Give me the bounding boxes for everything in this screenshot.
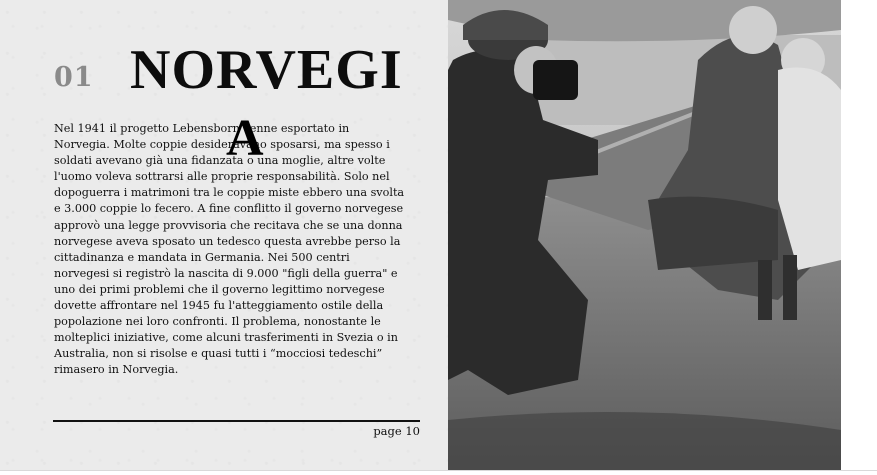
bottom-border bbox=[0, 470, 877, 471]
page-title: NORVEGI bbox=[130, 39, 403, 101]
photo-illustration bbox=[448, 0, 841, 470]
footer-divider bbox=[53, 420, 420, 422]
soldier-photographing-women-photo bbox=[448, 0, 841, 470]
body-paragraph: Nel 1941 il progetto Lebensborn venne esportato in Norvegia. Molte coppie desideravano sposarsi, ma spesso i soldati avevano già una fidanzata o una moglie, altre volte l'uomo voleva sottrarsi alle proprie responsabilità. Solo nel dopoguerra i matrimoni tra le coppie miste ebbero una svolta e 3.000 coppie lo fecero. A fine conflitto il governo norvegese approvò una legge provvisoria che recitava che se una donna norvegese aveva sposato un tedesco questa avrebbe perso la cittadinanza e mandata in Germania. Nei 500 centri norvegesi si registrò la nascita di 9.000 "figli della guerra" e uno dei primi problemi che il governo legittimo norvegese dovette affrontare nel 1945 fu l'atteggiamento ostile della popolazione nei loro confronti. Il problema, nonostante le molteplici iniziative, come alcuni trasferimenti in Svezia o in Australia, non si risolse e quasi tutti i “mocciosi tedeschi” rimasero in Norvegia. bbox=[54, 122, 405, 377]
drop-cap-letter: A bbox=[226, 110, 264, 167]
chapter-number: 01 bbox=[54, 62, 94, 93]
page-number: page 10 bbox=[373, 424, 420, 438]
